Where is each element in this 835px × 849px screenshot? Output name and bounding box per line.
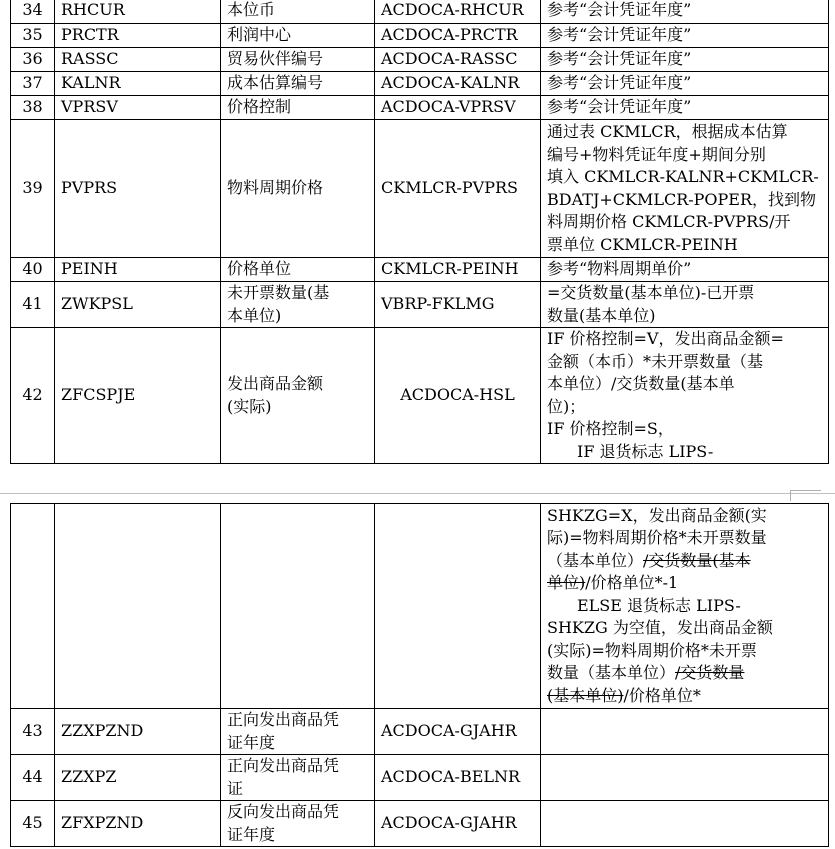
- table-row: [11, 801, 829, 847]
- field-source: CKMLCR-PEINH: [375, 258, 541, 282]
- struck-text: (基本单位): [547, 685, 624, 705]
- field-description: 参考“会计凭证年度”: [541, 72, 829, 96]
- field-description: [541, 282, 829, 328]
- name-line: 本单位): [227, 305, 282, 325]
- description-line: 编号+物料凭证年度+期间分别: [547, 144, 766, 164]
- row-number: 43: [11, 709, 55, 755]
- field-code: RHCUR: [55, 0, 221, 24]
- field-source: CKMLCR-PVPRS: [375, 120, 541, 258]
- name-line: 反向发出商品凭: [227, 802, 340, 821]
- description-line: 本单位）/交货数量(基本单: [547, 374, 735, 393]
- table-row: [11, 258, 829, 282]
- description-line: IF 价格控制=S，: [547, 419, 674, 438]
- field-code: PEINH: [55, 258, 221, 282]
- field-description-continued: [541, 504, 829, 709]
- field-source: ACDOCA-KALNR: [375, 72, 541, 96]
- description-line: [547, 441, 822, 464]
- name-line: 正向发出商品凭: [227, 756, 340, 775]
- page-separator: [0, 493, 835, 494]
- field-code: ZFXPZND: [55, 801, 221, 847]
- field-source: ACDOCA-GJAHR: [375, 801, 541, 847]
- table-row: [11, 24, 829, 48]
- table-row: [11, 282, 829, 328]
- field-name: 利润中心: [221, 24, 375, 48]
- description-line: [547, 550, 822, 573]
- text-segment: 数量（基本单位）: [547, 663, 676, 683]
- struck-text: 单位): [547, 573, 586, 593]
- field-code: ZWKPSL: [55, 282, 221, 328]
- field-source: ACDOCA-RASSC: [375, 48, 541, 72]
- description-line: [547, 572, 822, 595]
- field-name: 成本估算编号: [221, 72, 375, 96]
- description-line: 票单位 CKMLCR-PEINH: [547, 234, 738, 254]
- row-number: 39: [11, 120, 55, 258]
- name-line: 未开票数量(基: [227, 283, 330, 302]
- field-source: ACDOCA-RHCUR: [375, 0, 541, 24]
- field-name: [221, 709, 375, 755]
- description-line: [547, 685, 822, 708]
- field-description: [541, 328, 829, 464]
- field-source: ACDOCA-PRCTR: [375, 24, 541, 48]
- field-name: 价格控制: [221, 96, 375, 120]
- name-line: 正向发出商品凭: [227, 710, 340, 729]
- row-number: 40: [11, 258, 55, 282]
- field-name: [221, 801, 375, 847]
- field-code: PRCTR: [55, 24, 221, 48]
- page-corner-mark: [790, 490, 821, 501]
- description-line: 际)=物料周期价格*未开票数量: [547, 528, 767, 548]
- row-number: 41: [11, 282, 55, 328]
- struck-text: /交货数量(基本: [643, 550, 751, 570]
- description-line: BDATJ+CKMLCR-POPER，找到物: [547, 189, 817, 209]
- description-line: 金额（本币）*未开票数量（基: [547, 351, 764, 371]
- field-code: ZZXPZ: [55, 755, 221, 801]
- row-number: 42: [11, 328, 55, 464]
- field-name: 贸易伙伴编号: [221, 48, 375, 72]
- field-spec-table-page1: [10, 0, 829, 464]
- row-number-empty: [11, 504, 55, 709]
- field-code-empty: [55, 504, 221, 709]
- table-row: [11, 48, 829, 72]
- table-row: [11, 328, 829, 464]
- text-segment: /价格单位*: [623, 685, 701, 705]
- field-code: ZFCSPJE: [55, 328, 221, 464]
- field-code: ZZXPZND: [55, 709, 221, 755]
- row-number: 34: [11, 0, 55, 24]
- table-row: [11, 120, 829, 258]
- description-line: 位)；: [547, 396, 586, 416]
- field-source: VBRP-FKLMG: [375, 282, 541, 328]
- field-name: 价格单位: [221, 258, 375, 282]
- table-row: [11, 0, 829, 24]
- name-line: 证年度: [227, 732, 276, 752]
- name-line: (实际): [227, 396, 272, 416]
- field-name: [221, 282, 375, 328]
- description-line: IF 价格控制=V，发出商品金额=: [547, 329, 784, 348]
- field-source: ACDOCA-GJAHR: [375, 709, 541, 755]
- description-line: 数量(基本单位): [547, 305, 656, 325]
- field-source: ACDOCA-HSL: [375, 328, 541, 464]
- field-description: [541, 801, 829, 847]
- field-name: 本位币: [221, 0, 375, 24]
- row-number: 36: [11, 48, 55, 72]
- table-row: [11, 96, 829, 120]
- field-source-empty: [375, 504, 541, 709]
- field-code: RASSC: [55, 48, 221, 72]
- description-line: SHKZG 为空值，发出商品金额: [547, 618, 773, 638]
- field-source: ACDOCA-VPRSV: [375, 96, 541, 120]
- field-code: VPRSV: [55, 96, 221, 120]
- field-description: [541, 120, 829, 258]
- description-line: =交货数量(基本单位)-已开票: [547, 283, 755, 302]
- description-line: 料周期价格 CKMLCR-PVPRS/开: [547, 212, 791, 231]
- field-spec-table-page2: [10, 503, 829, 847]
- field-description: 参考“会计凭证年度”: [541, 96, 829, 120]
- table-row: [11, 709, 829, 755]
- text-segment: （基本单位）: [547, 550, 644, 570]
- name-line: 发出商品金额: [227, 374, 324, 393]
- row-number: 45: [11, 801, 55, 847]
- name-line: 证: [227, 778, 244, 798]
- description-line: [547, 595, 822, 618]
- table-row: [11, 755, 829, 801]
- description-line: SHKZG=X，发出商品金额(实: [547, 505, 767, 525]
- table-row: [11, 72, 829, 96]
- row-number: 38: [11, 96, 55, 120]
- page-gap: [0, 471, 835, 503]
- field-description: 参考“会计凭证年度”: [541, 24, 829, 48]
- row-number: 44: [11, 755, 55, 801]
- description-line: 通过表 CKMLCR，根据成本估算: [547, 122, 788, 141]
- field-description: 参考“物料周期单价”: [541, 258, 829, 282]
- field-description: 参考“会计凭证年度”: [541, 0, 829, 24]
- name-line: 证年度: [227, 824, 276, 844]
- description-line-indented: IF 退货标志 LIPS-: [577, 441, 714, 461]
- field-source: ACDOCA-BELNR: [375, 755, 541, 801]
- field-code: KALNR: [55, 72, 221, 96]
- field-description: 参考“会计凭证年度”: [541, 48, 829, 72]
- row-number: 35: [11, 24, 55, 48]
- field-name-empty: [221, 504, 375, 709]
- row-number: 37: [11, 72, 55, 96]
- table-row-continuation: [11, 504, 829, 709]
- field-name: [221, 755, 375, 801]
- struck-text: /交货数量: [675, 663, 745, 683]
- field-name: [221, 328, 375, 464]
- field-description: [541, 709, 829, 755]
- field-name: 物料周期价格: [221, 120, 375, 258]
- description-line: 填入 CKMLCR-KALNR+CKMLCR-: [547, 167, 819, 186]
- field-description: [541, 755, 829, 801]
- description-line-indented: ELSE 退货标志 LIPS-: [577, 595, 741, 615]
- text-segment: /价格单位*-1: [585, 573, 679, 593]
- description-line: [547, 662, 822, 685]
- field-code: PVPRS: [55, 120, 221, 258]
- description-line: (实际)=物料周期价格*未开票: [547, 640, 757, 660]
